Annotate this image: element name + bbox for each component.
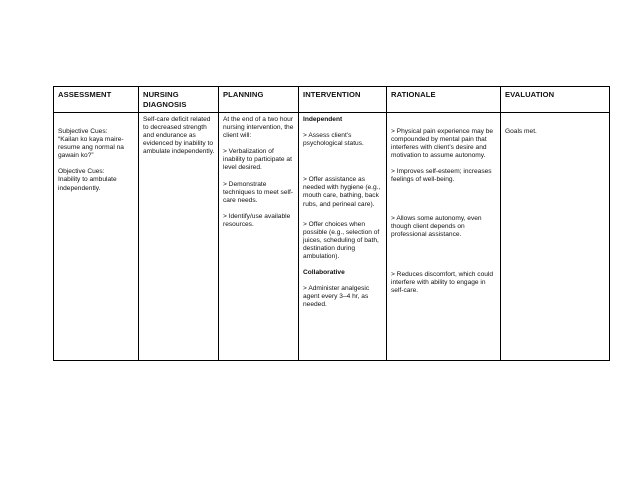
header-planning: PLANNING: [219, 87, 299, 113]
objective-cues-text: Inability to ambulate independently.: [58, 176, 117, 192]
evaluation-cell: [501, 113, 610, 361]
content-row: [54, 113, 610, 361]
collaborative-label: Collaborative: [303, 269, 345, 277]
rationale-item: > Physical pain experience may be compounded by mental pain that interferes with client’s desire and motivation to assume autonomy.: [391, 128, 494, 160]
intervention-item: > Offer assistance as needed with hygiene (e.g., mouth care, bathing, back rubs, and perineal care).: [303, 176, 381, 208]
intervention-cell: [299, 113, 387, 361]
header-intervention: INTERVENTION: [299, 87, 387, 113]
planning-outcome: > Identify/use available resources.: [223, 212, 291, 228]
rationale-item: > Improves self-esteem; increases feelings of well-being.: [391, 168, 492, 184]
intervention-item: > Offer choices when possible (e.g., selection of juices, scheduling of bath, destination during ambulation).: [303, 220, 380, 261]
assessment-cell: [54, 113, 139, 361]
subjective-cues-quote: “Kailan ko kaya maire-resume ang normal na gawain ko?”: [58, 136, 124, 160]
independent-label: Independent: [303, 116, 343, 123]
subjective-cues-label: Subjective Cues:: [58, 128, 108, 135]
intervention-item: > Assess client’s psychological status.: [303, 132, 364, 148]
planning-outcome: > Demonstrate techniques to meet self-care needs.: [223, 180, 294, 204]
intervention-item: > Administer analgesic agent every 3–4 hr, as needed.: [303, 285, 370, 309]
planning-outcome: > Verbalization of inability to participate at level desired.: [223, 148, 292, 172]
header-nursing-diagnosis: NURSING DIAGNOSIS: [139, 87, 219, 113]
header-assessment: ASSESSMENT: [54, 87, 139, 113]
rationale-cell: [387, 113, 501, 361]
header-evaluation: EVALUATION: [501, 87, 610, 113]
nursing-diagnosis-text: Self-care deficit related to decreased strength and endurance as evidenced by inability to ambulate independently.: [143, 116, 215, 156]
nursing-diagnosis-cell: [139, 113, 219, 361]
header-row: [54, 87, 610, 113]
planning-intro: At the end of a two hour nursing intervention, the client will:: [223, 116, 294, 140]
objective-cues-label: Objective Cues:: [58, 168, 105, 176]
rationale-item: > Allows some autonomy, even though client depends on professional assistance.: [391, 214, 482, 238]
rationale-item: > Reduces discomfort, which could interfere with ability to engage in self-care.: [391, 270, 494, 295]
nursing-care-plan-table: [53, 86, 610, 361]
planning-cell: [219, 113, 299, 361]
evaluation-text: Goals met.: [505, 128, 537, 135]
header-rationale: RATIONALE: [387, 87, 501, 113]
